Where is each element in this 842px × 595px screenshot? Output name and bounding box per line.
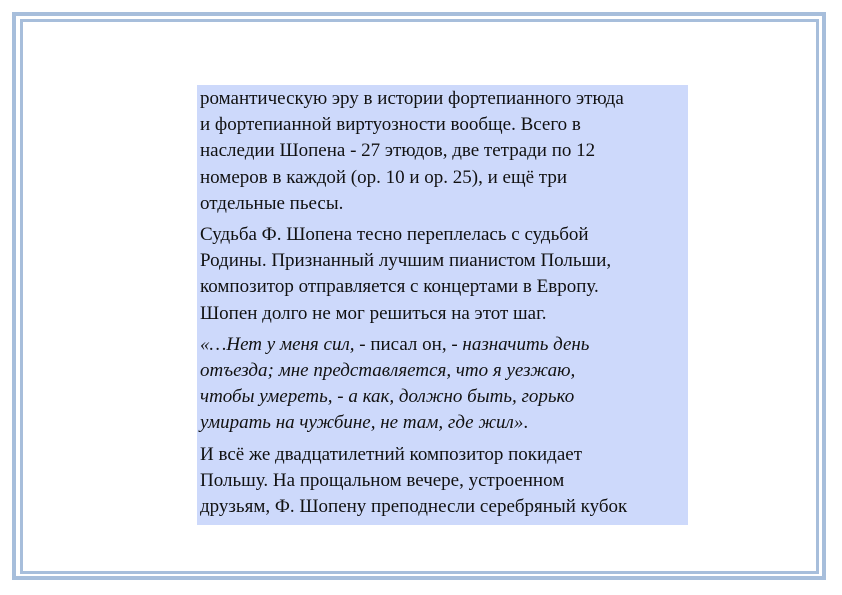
text-line: романтическую эру в истории фортепианного этюда — [200, 88, 624, 109]
text-line: номеров в каждой (ор. 10 и ор. 25), и ещё три — [200, 166, 567, 188]
quote-period: . — [523, 412, 529, 434]
text-line — [200, 332, 685, 358]
text-line: и фортепианной виртуозности вообще. Всего в — [200, 114, 581, 136]
text-line: Польшу. На прощальном вечере, устроенном — [200, 469, 565, 491]
text-line: друзьям, Ф. Шопену преподнесли серебряный кубок — [200, 496, 628, 518]
text-line — [200, 410, 685, 436]
text-line — [200, 384, 685, 410]
text-line — [200, 358, 685, 384]
quote-italic: умирать на чужбине, не там, где жил» — [200, 412, 524, 434]
text-line: Шопен долго не мог решиться на этот шаг. — [200, 302, 547, 324]
quote-italic: «…Нет у меня сил, — [200, 333, 360, 355]
quote-italic: отъезда; мне представляется, что я уезжаю, — [200, 360, 576, 382]
text-line: отдельные пьесы. — [200, 192, 344, 214]
text-line: Родины. Признанный лучшим пианистом Польши, — [200, 250, 612, 272]
paragraph-departure — [200, 442, 685, 521]
paragraph-etudes — [200, 86, 685, 217]
text-line: И всё же двадцатилетний композитор покидает — [200, 443, 583, 465]
text-line: Судьба Ф. Шопена тесно переплелась с судьбой — [200, 224, 589, 246]
paragraph-quote — [200, 332, 685, 437]
text-line: наследии Шопена - 27 этюдов, две тетради по 12 — [200, 140, 596, 162]
paragraph-fate — [200, 222, 685, 327]
quote-normal: - писал он, — [359, 333, 452, 355]
quote-italic: - назначить день — [451, 333, 590, 355]
quote-italic: чтобы умереть, - а как, должно быть, горько — [200, 386, 575, 408]
text-line: композитор отправляется с концертами в Европу. — [200, 276, 599, 298]
text-block — [197, 85, 688, 525]
